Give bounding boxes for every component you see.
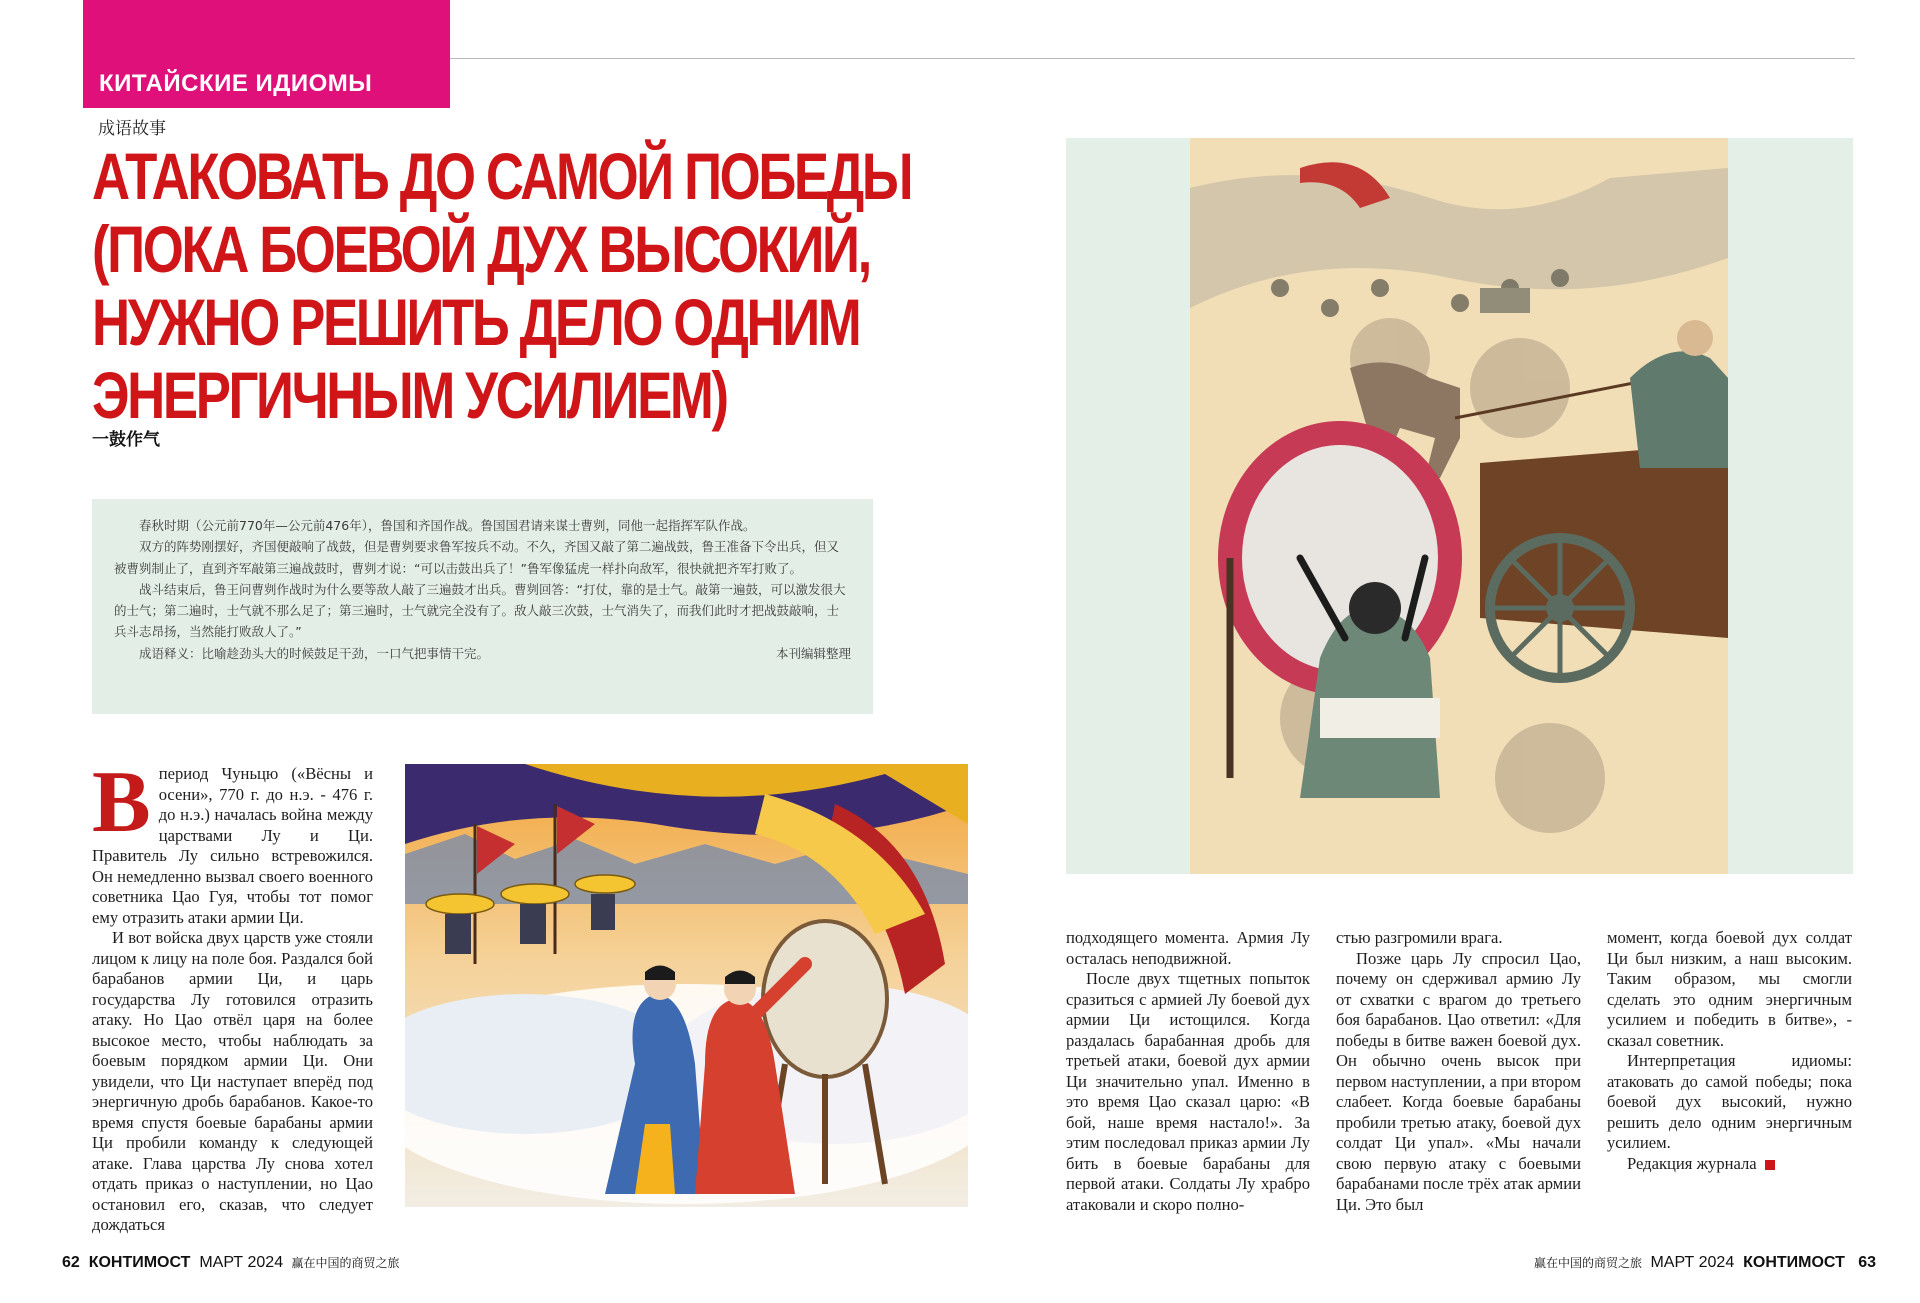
- page-number: 62: [62, 1254, 80, 1271]
- cn-idiom-meaning: 成语释义：比喻趁劲头大的时候鼓足干劲，一口气把事情干完。: [139, 645, 490, 661]
- drop-cap: В: [92, 754, 151, 851]
- body-paragraph: подходящего момента. Армия Лу осталась неподвижной.: [1066, 928, 1310, 968]
- section-subtitle-cn: 成语故事: [98, 119, 166, 139]
- title-line: (ПОКА БОЕВОЙ ДУХ ВЫСОКИЙ,: [92, 212, 870, 286]
- chinese-story-box: [92, 499, 873, 714]
- page-number: 63: [1858, 1254, 1876, 1271]
- title-line: ЭНЕРГИЧНЫМ УСИЛИЕМ): [92, 358, 727, 432]
- cn-paragraph: 战斗结束后，鲁王问曹刿作战时为什么要等敌人敲了三遍鼓才出兵。曹刿回答：“打仗，靠的是士气。敲第一遍鼓，可以激发很大的士气；第二遍时，士气就不那么足了；第三遍时，士气就完全没有了。敌人敲三次鼓，士气消失了，而我们此时才把战鼓敲响，士兵斗志昂扬，当然能打败敌人了。”: [114, 581, 846, 640]
- cn-paragraph: 双方的阵势刚摆好，齐国便敲响了战鼓，但是曹刿要求鲁军按兵不动。不久，齐国又敲了第二遍战鼓，鲁王准备下令出兵，但又被曹刿制止了，直到齐军敲第三遍战鼓时，曹刿才说：“可以击鼓出兵了！”鲁军像猛虎一样扑向敌军，很快就把齐军打败了。: [114, 539, 840, 576]
- top-rule: [450, 58, 1855, 59]
- section-label: КИТАЙСКИЕ ИДИОМЫ: [99, 70, 373, 97]
- body-paragraph: И вот войска двух царств уже стояли лицом к лицу на поле боя. Раздался бой барабанов армии Ци, и царь государства Лу готовился отразить атаку. Но Цао отвёл царя на более высокое место, чтобы наблюдать за боевым порядком армии Ци. Они увидели, что Ци наступает вперёд под энергичную дробь барабанов. Какое-то время спустя боевые барабаны армии Ци пробили команду к следующей атаке. Глава царства Лу снова хотел отдать приказ о наступлении, но Цао остановил его, сказав, что следует дождаться: [92, 928, 373, 1234]
- war-chariot-illustration: [1190, 138, 1728, 874]
- body-paragraph: Впериод Чуньцю («Вёсны и осени», 770 г. до н.э. - 476 г. до н.э.) началась война между царствами Лу и Ци. Правитель Лу сильно встревожился. Он немедленно вызвал своего военного советника Цао Гуя, чтобы тот помог ему отразить атаки армии Ци.: [92, 754, 373, 927]
- cn-paragraph-last: [114, 643, 851, 664]
- title-line: АТАКОВАТЬ ДО САМОЙ ПОБЕДЫ: [92, 139, 912, 213]
- body-column-5: [1607, 928, 1852, 1174]
- footer-left: [62, 1254, 404, 1272]
- body-paragraph: После двух тщетных попыток сразиться с армией Лу боевой дух армии Ци истощился. Когда раздалась барабанная дробь для третьей атаки, боевой дух армии Ци значительно упал. Именно в это время Цао сказал царю: «В бой, наше время настало!». За этим последовал приказ армии Лу бить в боевые барабаны для первой атаки. Солдаты Лу храбро атаковали и скоро полно-: [1066, 969, 1310, 1214]
- idiom-chinese: 一鼓作气: [92, 430, 160, 450]
- slogan-cn: 赢在中国的商贸之旅: [1533, 1256, 1642, 1270]
- editorial-credit: Редакция журнала: [1607, 1154, 1852, 1175]
- body-column-4: [1336, 928, 1581, 1215]
- cn-credit: 本刊编辑整理: [775, 645, 851, 661]
- article-title: [92, 139, 912, 432]
- title-line: НУЖНО РЕШИТЬ ДЕЛО ОДНИМ: [92, 285, 860, 359]
- body-paragraph: стью разгромили врага.: [1336, 928, 1503, 947]
- cn-paragraph: 春秋时期（公元前770年—公元前476年），鲁国和齐国作战。鲁国国君请来谋士曹刿，同他一起指挥军队作战。: [139, 518, 756, 533]
- end-mark-icon: [1765, 1160, 1775, 1170]
- slogan-cn: 赢在中国的商贸之旅: [291, 1256, 400, 1270]
- battle-drum-illustration: [405, 764, 968, 1207]
- body-paragraph: момент, когда боевой дух солдат Ци был низким, а наш высоким. Таким образом, мы смогли сделать это одним энергичным усилием и победить в битве», - сказал советник.: [1607, 928, 1852, 1050]
- magazine-name: КОНТИМОСТ: [88, 1254, 191, 1271]
- body-paragraph: Интерпретация идиомы: атаковать до самой победы; пока боевой дух высокий, нужно решить дело одним энергичным усилием.: [1607, 1051, 1852, 1152]
- issue-date: МАРТ 2024: [1650, 1254, 1735, 1271]
- body-column-1: [92, 754, 373, 1236]
- magazine-name: КОНТИМОСТ: [1743, 1254, 1845, 1271]
- issue-date: МАРТ 2024: [199, 1254, 284, 1271]
- body-paragraph: Позже царь Лу спросил Цао, почему он сдерживал армию Лу от схватки с врагом до третьего боя барабанов. Цао ответил: «Для победы в битве важен боевой дух. Он обычно очень высок при первом наступлении, а при втором слабеет. Когда боевые барабаны пробили третью атаку, боевой дух солдат Ци упал». «Мы начали свою первую атаку с боевыми барабанами после трёх атак армии Ци. Это был: [1336, 948, 1582, 1214]
- footer-right: [1530, 1254, 1876, 1272]
- body-column-3: [1066, 928, 1310, 1215]
